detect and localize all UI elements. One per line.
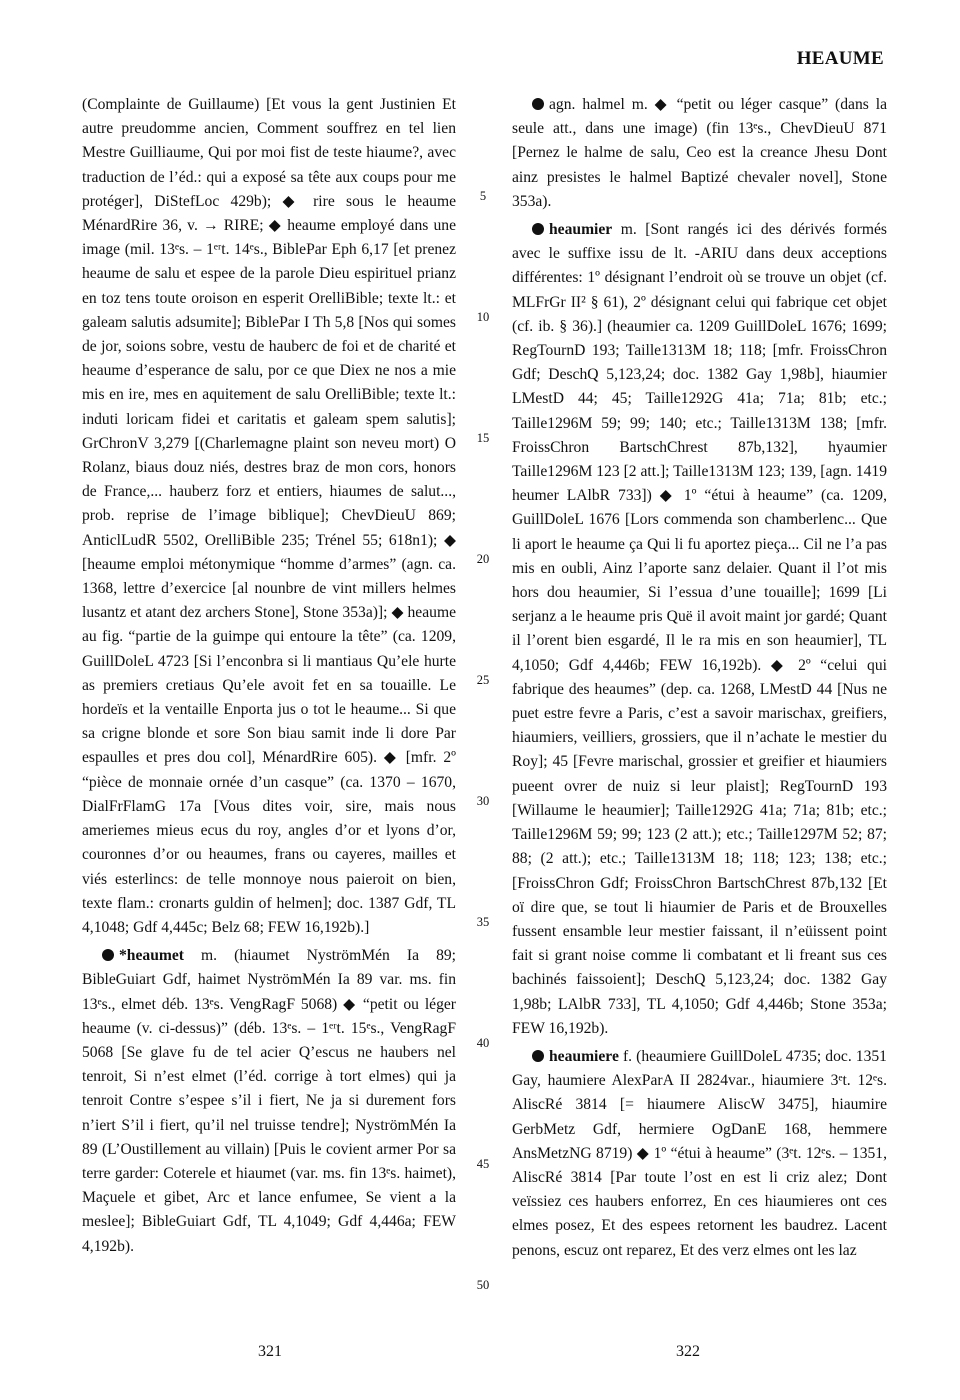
running-head: HEAUME xyxy=(796,48,884,69)
bullet-icon xyxy=(102,949,114,961)
entry-heaumiere xyxy=(512,1045,887,1263)
line-number: 25 xyxy=(476,673,490,687)
line-number: 40 xyxy=(476,1036,490,1050)
bullet-icon xyxy=(532,223,544,235)
entry-text: f. (heaumiere GuillDoleL 4735; doc. 1351 Gay, haumiere AlexParA II 2824var., hiaumiere 3ᵉt. 12ᵉs. AliscRé 3814 [= hiaumere AliscW 3475], hiaumire GerbMetz Gdf, hermiere OgDanE 168, hemmere AnsMetzNG 8719) ◆ 1º “étui à heaume” (3ᵉt. 12ᵉs. – 1351, AliscRé 3814 [Par toute l’ost en est li criz alez; Dont veïssiez ces haubers enforrez, En ces hiaumieres ont ces elmes posez, Et des espees retornent les baudrez. Lacent penons, escuz ont reparez, Et des verz elmes ont les laz xyxy=(512,1047,887,1259)
left-column xyxy=(82,93,456,1263)
entry-text: m. [Sont rangés ici des dérivés formés avec le suffixe issu de lt. -ARIU dans deux acceptions différentes: 1º désignant l’endroit où se trouve un objet (cf. MLFrGr II² § 61), 2º désignant celui qui fabrique cet objet (cf. ib. § 36).] (heaumier ca. 1209 GuillDoleL 1676; 1699; RegTournD 193; Taille1313M 18; 118; [mfr. FroissChron Gdf; DeschQ 5,123,24; doc. 1382 Gay 1,98b], hiaumier LMestD 44; 45; Taille1292G 41a; 71a; 81b; etc.; Taille1296M 59; 99; 140; etc.; Taille1313M 138; [mfr. FroissChron BartschChrest 87b,132], hyaumier Taille1296M 123 [2 att.]; Taille1313M 123; 139, [agn. 1419 heumer LAlbR 733]) ◆ 1º “étui à heaume” (ca. 1209, GuillDoleL 1676 [Lors commenda son chamberlenc... Que li aport le heaume ça Qui li fu aportez pieça... Cil ne l’a pas mis en oubli, Ainz l’aporte sanz delaier. Quant il l’ot mis hors dou heaumier, Si l’essua d’une touaille]; 1699 [Li serjanz a le heaume pris Quë il avoit maint jor gardé; Quant il l’orent bien esgardé, Il le ra mis en son heaumier], TL 4,1050; Gdf 4,446b; FEW 16,192b). ◆ 2º “celui qui fabrique des heaumes” (dep. ca. 1268, LMestD 44 [Nus ne puet estre fevre a Paris, c’est a savoir marischax, greifiers, hiaumiers, veilliers, grossiers, que il n’achate le mestier du Roy]; 45 [Fevre marischal, grossier et greifier et hiaumiers pueent ovrer de nuiz si leur plaist]; RegTournD 193 [Willaume le heaumier]; Taille1292G 41a; 71a; 81b; etc.; Taille1296M 59; 99; 123 (2 att.); etc.; Taille1297M 52; 87; 88; (2 att.); etc.; Taille1313M 18; 118; 123; 138; etc.; [FroissChron Gdf; FroissChron BartschChrest 87b,132 [Et oï dire que, se tout li hiaumier de Paris et de Brouxelles fussent ensamble leur mestier faissant, il n’eüissent point fait si grant noise comme li combatant et li freant sus ces bachinés faissoient]; DeschQ 5,123,24; doc. 1382 Gay 1,98b; LAlbR 733], TL 4,1050; Gdf 4,446b; Stone 353a; FEW 16,192b). xyxy=(512,221,887,1037)
entry-heaumier xyxy=(512,218,887,1041)
entry-text: m. (hiaumet NyströmMén Ia 89; BibleGuiart Gdf, haimet NyströmMén Ia 89 var. ms. fin 13ᵉs., elmet déb. 13ᵉs. VengRagF 5068) ◆ “petit ou léger heaume (v. ci-dessus)” (déb. 13ᵉs. – 1ᵉʳt. 15ᵉs., VengRagF 5068 [Se glave fu de tel acier Q’escus ne haubers nel tenroit, Si n’est elmet (l’éd. corrige à tort elmes) qui ja tenroit Contre s’espee s’il i fiert, Ne ja si durement fors n’iert S’il i fiert, qu’il nel truisse tendre]; NyströmMén Ia 89 (L’Oustillement au villain) [Puis le covient armer Por sa terre garder: Coterele et hiaumet (var. ms. fin 13ᵉs. haimet), Maçuele et gibet, Arc et lance enfumee, Se vient a la meslee]; BibleGuiart Gdf, TL 4,1049; Gdf 4,446a; FEW 4,192b). xyxy=(82,947,456,1255)
entry-headword: heaumier xyxy=(549,221,613,239)
entry-text: (Complainte de Guillaume) [Et vous la gent Justinien Et autre preudomme ancien, Comment souffrez en tel lien Mestre Guilliaume, Qui por moi fist de teste hiaume?, avec traduction de l’éd.: qui a exposé sa tête aux coups pour me protéger], DiStefLoc 429b); ◆ rire sous le heaume MénardRire 36, v. → RIRE; ◆ heaume employé dans une image (mil. 13ᵉs. – 1ᵉʳt. 14ᵉs., BiblePar Eph 6,17 [et prenez heaume de salu et espee de la parole Dieu espirituel prianz en toz tens toute oroison en esperit OrelliBible; texte lt.: et galeam salutis adsumite]; BiblePar I Th 5,8 [Nos qui somes de jor, soions sobre, vestu de hauberc de foi et de charité et heaume d’esperance de salu, por ce que Diex ne nos a mie mis en ire, mes en aquitement de salu OrelliBible; texte lt.: induti loricam fidei et caritatis et galeam spem salutis]; GrChronV 3,279 [(Charlemagne plaint son neveu mort) O Rolanz, biaus douz niés, destres braz de mon cors, honors de France,... hauberz forz et entiers, hiaumes de salut..., prob. reprise de l’image biblique]; ChevDieuU 869; AnticlLudR 5502, OrelliBible 235; Trénel 55; 618n1); ◆ [heaume emploi métonymique “homme d’armes” (agn. ca. 1368, lettre d’exercice [al nounbre de vint millers helmes lusantz et atant dez archers Stone], Stone 353a)]; ◆ heaume au fig. “partie de la guimpe qui entoure la tête” (ca. 1209, GuillDoleL 4723 [Si l’enconbra si li mantiaus Qu’ele hurte as premiers cretiaus Qu’ele avoit fet en sa touaille. Le hordeïs et la ventaille Enporta jus o tot le heaume... Si que sa crigne blonde et sore Son biau samit inde li dore Par espaulles et pres dou col], MénardRire 605). ◆ [mfr. 2º “pièce de monnaie ornée d’un casque” (ca. 1370 – 1670, DialFrFlamG 17a [Vous dites voir, sire, mais nous ameriemes mieus ecus du roy, angles d’or et lyons d’or, couronnes d’or ou heaumes, frans ou cayeres, mailles et viés esterlincs: de telle monnoye nous paieroit on bien, texte flam.: cronarts guldin of helmen]; doc. 1387 Gdf, TL 4,1048; Gdf 4,445c; Belz 68; FEW 16,192b).] xyxy=(82,96,456,936)
line-number: 15 xyxy=(476,431,490,445)
entry-heaumet xyxy=(82,944,456,1259)
line-number: 5 xyxy=(479,189,487,203)
line-number: 45 xyxy=(476,1157,490,1171)
line-number: 50 xyxy=(476,1278,490,1292)
bullet-icon xyxy=(532,1050,544,1062)
entry-halmel xyxy=(512,93,887,214)
entry-text: agn. halmel m. ◆ “petit ou léger casque” (dans la seule att., dans une image) (fin 13ᵉs., ChevDieuU 871 [Pernez le halme de salu, Ceo est la creance Jhesu Dont ainz presistes le halmel Baptizé chevaler novel], Stone 353a). xyxy=(512,96,887,210)
page-number-right: 322 xyxy=(676,1343,700,1360)
entry-headword: heaumiere xyxy=(549,1047,619,1065)
bullet-icon xyxy=(532,98,544,110)
line-number: 10 xyxy=(476,310,490,324)
line-number: 20 xyxy=(476,552,490,566)
entry-headword: *heaumet xyxy=(119,947,184,965)
line-number: 35 xyxy=(476,915,490,929)
line-number: 30 xyxy=(476,794,490,808)
entry-heaume-continuation xyxy=(82,93,456,940)
page-number-left: 321 xyxy=(258,1343,282,1360)
right-column xyxy=(512,93,887,1267)
